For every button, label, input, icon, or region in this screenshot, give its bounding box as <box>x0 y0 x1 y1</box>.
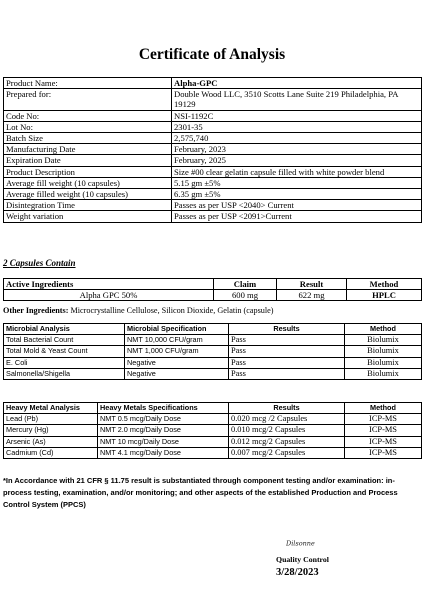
microbial-result: Pass <box>229 357 345 368</box>
info-row <box>4 211 422 222</box>
active-ingredients-header-row <box>4 279 422 290</box>
table-row <box>4 290 422 301</box>
info-label: Batch Size <box>4 133 172 144</box>
microbial-method: Biolumix <box>345 346 422 357</box>
microbial-method: Biolumix <box>345 368 422 379</box>
info-value: 2301-35 <box>172 121 422 132</box>
active-ingredients-table <box>3 278 422 301</box>
ingredient-name: Alpha GPC 50% <box>4 290 214 301</box>
heavy_metals-spec: NMT 10 mcg/Daily Dose <box>98 436 229 447</box>
heavy_metals-method: ICP-MS <box>345 436 422 447</box>
info-label: Disintegration Time <box>4 200 172 211</box>
microbial-method: Biolumix <box>345 357 422 368</box>
microbial-analysis: Salmonella/Shigella <box>4 368 125 379</box>
info-value: 6.35 gm ±5% <box>172 189 422 200</box>
microbial-analysis-table <box>3 323 422 380</box>
table-row <box>4 357 422 368</box>
info-value: Passes as per USP <2040> Current <box>172 200 422 211</box>
info-value: February, 2023 <box>172 144 422 155</box>
heavy-metal-table <box>3 402 422 459</box>
table-row <box>4 436 422 447</box>
info-label: Code No: <box>4 110 172 121</box>
signature-text: Dilsonne <box>286 539 315 547</box>
table-row <box>4 346 422 357</box>
info-label: Expiration Date <box>4 155 172 166</box>
heavy_metals-spec: NMT 4.1 mcg/Daily Dose <box>98 447 229 458</box>
info-value: 2,575,740 <box>172 133 422 144</box>
microbial-result: Pass <box>229 335 345 346</box>
info-value: NSI-1192C <box>172 110 422 121</box>
other-ingredients-label: Other Ingredients: <box>3 306 69 315</box>
info-value: 5.15 gm ±5% <box>172 177 422 188</box>
info-value: Passes as per USP <2091>Current <box>172 211 422 222</box>
info-value: Size #00 clear gelatin capsule filled with white powder blend <box>172 166 422 177</box>
heavy_metals-result: 0.010 mcg/2 Capsules <box>229 425 345 436</box>
info-value: Double Wood LLC, 3510 Scotts Lane Suite 219 Philadelphia, PA 19129 <box>172 89 422 110</box>
ingredient-claim: 600 mg <box>214 290 277 301</box>
info-row <box>4 189 422 200</box>
info-row <box>4 78 422 89</box>
heavy_metals-analysis: Arsenic (As) <box>4 436 98 447</box>
header-claim: Claim <box>214 279 277 290</box>
heavy_metals-result: 0.012 mcg/2 Capsules <box>229 436 345 447</box>
heavy_metals-analysis: Cadmium (Cd) <box>4 447 98 458</box>
ingredient-result: 622 mg <box>277 290 347 301</box>
capsules-heading: 2 Capsules Contain <box>3 258 76 268</box>
microbial-spec: Negative <box>125 368 229 379</box>
heavy_metals-method: ICP-MS <box>345 414 422 425</box>
heavy_metals-spec: NMT 0.5 mcg/Daily Dose <box>98 414 229 425</box>
other-ingredients-text: Microcrystalline Cellulose, Silicon Dioxide, Gelatin (capsule) <box>68 306 274 315</box>
header-microbial-results: Results <box>229 324 345 335</box>
heavy_metals-method: ICP-MS <box>345 447 422 458</box>
signature <box>286 539 326 547</box>
microbial-analysis: Total Bacterial Count <box>4 335 125 346</box>
header-microbial-spec: Microbial Specification <box>125 324 229 335</box>
heavy_metals-spec: NMT 2.0 mcg/Daily Dose <box>98 425 229 436</box>
info-row <box>4 121 422 132</box>
heavy_metals-analysis: Mercury (Hg) <box>4 425 98 436</box>
header-heavy-metal-spec: Heavy Metals Specifications <box>98 403 229 414</box>
info-row <box>4 133 422 144</box>
header-method: Method <box>347 279 422 290</box>
info-label: Product Description <box>4 166 172 177</box>
header-microbial-analysis: Microbial Analysis <box>4 324 125 335</box>
table-row <box>4 447 422 458</box>
info-label: Average filled weight (10 capsules) <box>4 189 172 200</box>
heavy_metals-method: ICP-MS <box>345 425 422 436</box>
table-row <box>4 335 422 346</box>
info-label: Average fill weight (10 capsules) <box>4 177 172 188</box>
page-title: Certificate of Analysis <box>138 46 286 63</box>
microbial-spec: NMT 1,000 CFU/gram <box>125 346 229 357</box>
header-microbial-method: Method <box>345 324 422 335</box>
header-result: Result <box>277 279 347 290</box>
microbial-spec: NMT 10,000 CFU/gram <box>125 335 229 346</box>
heavy_metals-result: 0.007 mcg/2 Capsules <box>229 447 345 458</box>
info-row <box>4 89 422 110</box>
quality-control-label: Quality Control <box>276 555 329 564</box>
info-label: Lot No: <box>4 121 172 132</box>
header-heavy-metal-analysis: Heavy Metal Analysis <box>4 403 98 414</box>
header-heavy-metal-method: Method <box>345 403 422 414</box>
other-ingredients <box>3 306 274 315</box>
info-row <box>4 177 422 188</box>
info-row <box>4 110 422 121</box>
heavy_metals-result: 0.020 mcg /2 Capsules <box>229 414 345 425</box>
table-row <box>4 368 422 379</box>
info-value: Alpha-GPC <box>172 78 422 89</box>
microbial-header-row <box>4 324 422 335</box>
microbial-analysis: Total Mold & Yeast Count <box>4 346 125 357</box>
microbial-analysis: E. Coli <box>4 357 125 368</box>
heavy-metal-header-row <box>4 403 422 414</box>
info-label: Prepared for: <box>4 89 172 110</box>
info-row <box>4 144 422 155</box>
info-label: Product Name: <box>4 78 172 89</box>
microbial-method: Biolumix <box>345 335 422 346</box>
info-label: Weight variation <box>4 211 172 222</box>
heavy_metals-analysis: Lead (Pb) <box>4 414 98 425</box>
info-row <box>4 166 422 177</box>
product-info-table <box>3 77 422 223</box>
microbial-result: Pass <box>229 368 345 379</box>
info-row <box>4 155 422 166</box>
info-row <box>4 200 422 211</box>
quality-control-date: 3/28/2023 <box>276 567 319 578</box>
ingredient-method: HPLC <box>347 290 422 301</box>
header-active-ingredients: Active Ingredients <box>4 279 214 290</box>
table-row <box>4 425 422 436</box>
info-value: February, 2025 <box>172 155 422 166</box>
compliance-note: *In Accordance with 21 CFR § 11.75 result is substantiated through component testing and/or examination: in-process testing, examination, and/or monitoring; and other aspects of the established Production and Process Control System (PPCS) <box>3 476 398 509</box>
microbial-result: Pass <box>229 346 345 357</box>
header-heavy-metal-results: Results <box>229 403 345 414</box>
info-label: Manufacturing Date <box>4 144 172 155</box>
microbial-spec: Negative <box>125 357 229 368</box>
table-row <box>4 414 422 425</box>
